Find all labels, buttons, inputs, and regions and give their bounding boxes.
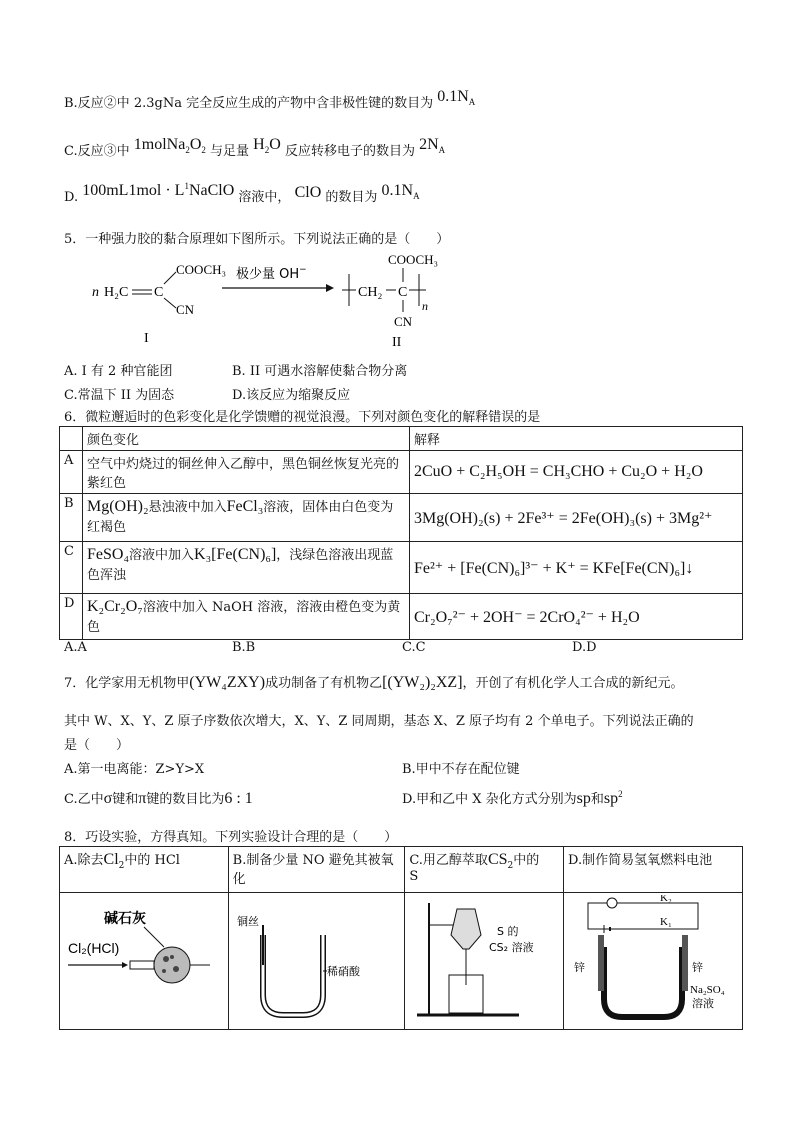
q6-head-explain: 解释: [410, 427, 743, 451]
q4-d-val: 0.1N: [381, 182, 414, 199]
q8-a-text1: A.除去: [64, 853, 104, 868]
q6-c-formula2: K₃[Fe(CN)₆]: [194, 546, 277, 563]
q8-a-cl: Cl: [103, 851, 119, 868]
q6-head-color: 颜色变化: [83, 427, 410, 451]
q6-head-label: [60, 427, 83, 451]
q6-row-explain: 3Mg(OH)₂(s) + 2Fe³⁺ = 2Fe(OH)₃(s) + 3Mg²⁺: [410, 494, 743, 542]
q5-label-2: II: [392, 335, 402, 350]
q8-head-a: [60, 847, 229, 893]
q8-d-sol-label1: Na₂SO₄: [690, 984, 725, 996]
q8-head-c: [405, 847, 564, 893]
q8-c-cs: CS: [487, 851, 508, 868]
q4-c-val: 2N: [419, 136, 439, 153]
q7-formula2: [(YW₂)₂XZ]: [382, 674, 463, 691]
q7-d-sp: sp: [576, 790, 591, 807]
q4-option-d: [64, 181, 420, 206]
q7-d-sp2-sup: 2: [618, 789, 623, 799]
q7-stem-line2: 其中 W、X、Y、Z 原子序数依次增大，X、Y、Z 同周期，基态 X、Z 原子均有 2 个单电子。下列说法正确的: [64, 714, 694, 729]
q4-b-val: 0.1N: [437, 88, 469, 105]
q8-a-pointer: [144, 927, 164, 947]
q4-c-text2: 与足量: [210, 144, 250, 159]
q5-n-right: n: [422, 299, 428, 313]
q8-d-k1: K₁: [660, 916, 672, 928]
q5-bond-down: [164, 298, 176, 308]
q5-option-b: B. II 可遇水溶解使黏合物分离: [232, 364, 408, 379]
q5-c-left: C: [154, 285, 164, 300]
q4-b-text: B.反应②中 2.3gNa 完全反应生成的产物中含非极性键的数目为: [64, 96, 434, 111]
q8-table: [59, 846, 743, 1030]
q5-ester-right: COOCH₃: [388, 252, 439, 267]
q8-d-lamp: [607, 898, 617, 908]
q4-d-conc: [82, 182, 234, 199]
q8-b-u-inner: [263, 935, 323, 1015]
q6-b-formula1: Mg(OH)₂: [87, 498, 149, 515]
q8-a-granule: [170, 955, 174, 959]
q8-d-svg: [568, 895, 738, 1023]
q6-row-color: [83, 594, 410, 640]
q6-option-a: A.A: [64, 640, 87, 655]
q4-option-b: [64, 88, 476, 112]
q8-c-text3: S: [409, 869, 419, 884]
q6-table: [59, 426, 743, 640]
q4-d-text: D.: [64, 190, 79, 205]
q6-option-c: C.C: [402, 640, 426, 655]
q5-reaction-diagram: [64, 250, 484, 350]
q4-c-h: H: [253, 136, 265, 153]
q8-b-wire-label: 铜丝: [236, 915, 259, 928]
q6-d-formula1: K₂Cr₂O₇: [87, 598, 143, 615]
q8-b-svg: [233, 895, 397, 1023]
q7-d-sp2-base: sp: [603, 790, 619, 807]
q8-stem: 8．巧设实验，方得真知。下列实验设计合理的是（ ）: [64, 830, 398, 845]
q5-h2c: H₂C: [104, 285, 129, 300]
q4-c-sub4: A: [438, 145, 446, 155]
q4-d-text2: 溶液中，: [238, 190, 291, 205]
q7-c-text3: 键的数目比为: [146, 792, 225, 807]
q8-d-zinc-left: [598, 935, 604, 991]
q5-ch2: CH₂: [358, 285, 383, 300]
q8-d-zinc-right: [682, 935, 688, 991]
q8-a-granule: [162, 969, 166, 973]
q4-c-value: [419, 136, 445, 153]
q5-cn-right: CN: [394, 314, 413, 329]
q8-c-text1: C.用乙醇萃取: [409, 853, 488, 868]
q7-stem-line3: 是（ ）: [64, 738, 130, 753]
q8-a-granule: [163, 956, 169, 962]
q8-diagram-c: [405, 893, 564, 1030]
q6-row-d: [60, 594, 743, 640]
q6-row-explain: Fe²⁺ + [Fe(CN)₆]³⁻ + K⁺ = KFe[Fe(CN)₆]↓: [410, 542, 743, 594]
q4-d-text3: 的数目为: [325, 190, 378, 205]
q5-ester-left: COOCH₃: [176, 262, 227, 277]
q4-c-water: [253, 136, 281, 153]
q6-row-b: [60, 494, 743, 542]
q8-d-sol-label2: 溶液: [692, 997, 714, 1010]
q7-option-b: B.甲中不存在配位键: [402, 762, 520, 777]
q8-a-gas-label: Cl₂(HCl): [68, 940, 120, 956]
q7-text1: 7．化学家用无机物甲: [64, 676, 190, 691]
q6-b-text1: 悬浊液中加入: [148, 500, 227, 515]
q8-head-d: D.制作简易氢氧燃料电池: [564, 847, 743, 893]
q4-d-value: [382, 182, 420, 199]
q8-c-svg: [409, 895, 555, 1023]
q4-b-sub: A: [468, 97, 476, 107]
q4-d-c3: NaClO: [188, 182, 235, 199]
q8-diagram-a: [60, 893, 229, 1030]
q8-diagram-d: [564, 893, 743, 1030]
q4-c-text3: 反应转移电子的数目为: [284, 144, 415, 159]
q4-d-clo: ClO: [294, 184, 322, 201]
q8-c-two: 2: [507, 861, 514, 871]
q8-a-lime-label: 碱石灰: [104, 911, 146, 927]
q8-d-u-tube: [604, 947, 682, 1017]
q6-b-text2: 溶液，固体由白色变为红褐色: [87, 500, 394, 535]
q8-c-label1: S 的: [497, 925, 519, 938]
q8-a-two: 2: [118, 861, 125, 871]
q5-option-d: D.该反应为缩聚反应: [232, 388, 351, 403]
q4-d-c1: 100mL1mol · L: [82, 182, 185, 199]
q5-n-left: n: [92, 285, 99, 300]
q4-c-na: 1molNa: [133, 136, 186, 153]
q8-a-drying-bulb: [154, 947, 190, 983]
q7-option-a: A.第一电离能：Z>Y>X: [64, 762, 205, 777]
q4-c-sub3: 2: [264, 145, 270, 155]
q7-c-ratio: 6 : 1: [224, 790, 253, 807]
q7-formula1: (YW₄ZXY): [189, 674, 266, 691]
q5-label-1: I: [144, 331, 149, 346]
q8-b-acid-label: 稀硝酸: [326, 965, 360, 978]
q8-c-label2: CS₂ 溶液: [489, 941, 534, 954]
q5-reagent: 极少量 OH−: [236, 265, 307, 282]
q7-c-pi: π: [138, 790, 147, 807]
q7-d-text1: D.甲和乙中 X 杂化方式分别为: [402, 792, 577, 807]
q5-bond-up: [164, 272, 176, 284]
q7-c-text1: C.乙中: [64, 792, 104, 807]
q4-c-o: O: [269, 136, 281, 153]
q4-c-text: C.反应③中: [64, 144, 130, 159]
q8-b-u-tube: [263, 935, 323, 1015]
q7-d-sp2: [604, 790, 623, 807]
q6-d-text1: 溶液中加入 NaOH 溶液，溶液由橙色变为黄色: [87, 600, 401, 635]
q8-a-svg: [64, 895, 220, 1023]
q6-c-text1: 溶液中加入: [129, 548, 195, 563]
q5-option-c: C.常温下 II 为固态: [64, 388, 175, 403]
q6-option-d: D.D: [572, 640, 597, 655]
q7-c-sigma: σ: [103, 790, 113, 807]
q7-c-text2: 键和: [112, 792, 139, 807]
q6-row-color: 空气中灼烧过的铜丝伸入乙醇中，黑色铜丝恢复光亮的紫红色: [83, 451, 410, 494]
q8-a-tube: [130, 961, 154, 969]
q6-c-formula1: FeSO₄: [87, 546, 130, 563]
q6-c-text2: ，浅绿色溶液出现蓝色浑浊: [87, 548, 394, 583]
q4-option-c: [64, 136, 446, 160]
q7-stem-line1: [64, 672, 684, 692]
q6-row-label: D: [60, 594, 83, 640]
q8-d-k2: K₂: [660, 895, 672, 904]
q6-stem: 6．微粒邂逅时的色彩变化是化学馈赠的视觉浪漫。下列对颜色变化的解释错误的是: [64, 410, 541, 425]
q7-text2: 成功制备了有机物乙: [265, 676, 383, 691]
q6-b-formula2: FeCl₃: [226, 498, 264, 515]
q5-stem: 5．一种强力胶的黏合原理如下图所示。下列说法正确的是（ ）: [64, 232, 450, 247]
q6-row-color: [83, 494, 410, 542]
q7-d-and: 和: [590, 792, 604, 807]
q5-cn-left: CN: [176, 302, 195, 317]
q4-d-c2: 1: [184, 181, 189, 191]
q7-text3: ，开创了有机化学人工合成的新纪元。: [462, 676, 684, 691]
q6-row-label: A: [60, 451, 83, 494]
q4-c-formula: $1molNa_2O_2$: [133, 136, 206, 155]
q6-row-explain: Cr₂O₇²⁻ + 2OH⁻ = 2CrO₄²⁻ + H₂O: [410, 594, 743, 640]
q7-option-c: [64, 788, 253, 808]
q8-a-arrowhead: [122, 962, 128, 968]
q4-c-sub2: 2: [201, 145, 206, 155]
q4-c-sub1: 2: [185, 145, 190, 155]
q6-row-a: [60, 451, 743, 494]
q6-row-label: B: [60, 494, 83, 542]
q6-row-label: C: [60, 542, 83, 594]
q5-option-a: A. I 有 2 种官能团: [64, 364, 173, 379]
q8-head-b: B.制备少量 NO 避免其被氧化: [228, 847, 405, 893]
q6-option-b: B.B: [232, 640, 256, 655]
q4-d-sub: A: [413, 191, 420, 201]
q8-diagram-b: [228, 893, 405, 1030]
q5-arrow-head: [326, 284, 334, 292]
q8-c-funnel: [451, 909, 481, 949]
q4-b-value: [437, 88, 475, 105]
q8-c-text2: 中的: [513, 853, 540, 868]
q8-a-granule: [173, 966, 179, 972]
q6-row-c: [60, 542, 743, 594]
q6-row-explain: 2CuO + C₂H₅OH = CH₃CHO + Cu₂O + H₂O: [410, 451, 743, 494]
q7-option-d: [402, 788, 623, 808]
q8-a-text2: 中的 HCl: [124, 853, 180, 868]
q8-d-zn-label1: 锌: [574, 961, 585, 974]
q8-d-zn-label2: 锌: [692, 961, 703, 974]
q5-c-right: C: [398, 285, 408, 300]
q6-row-color: [83, 542, 410, 594]
